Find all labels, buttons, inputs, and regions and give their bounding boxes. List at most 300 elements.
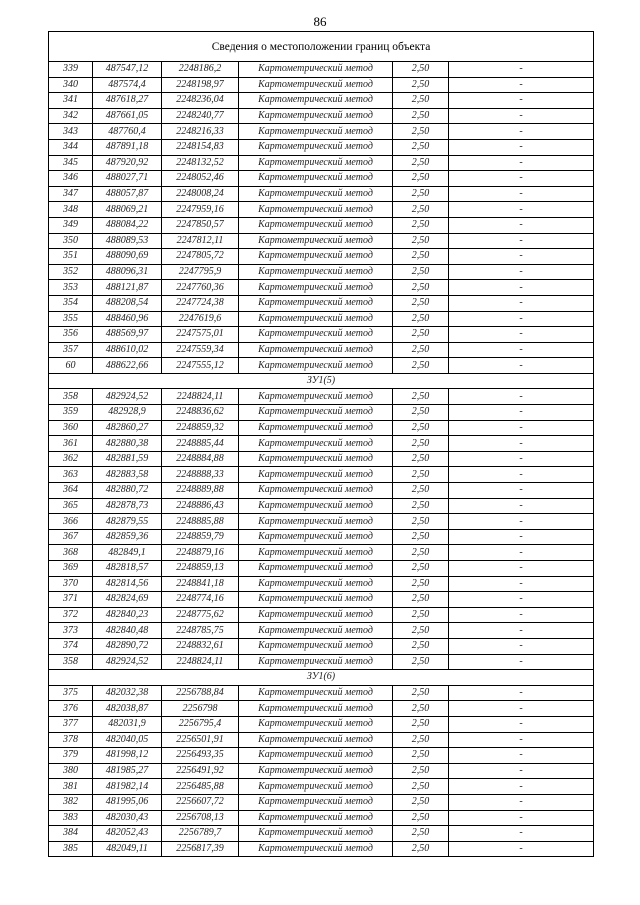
- section-label: ЗУ1(6): [49, 670, 594, 686]
- x-coordinate-cell: 482824,69: [93, 592, 162, 608]
- table-row: [49, 623, 594, 639]
- x-coordinate-cell: 488096,31: [93, 264, 162, 280]
- point-number-cell: 354: [49, 295, 93, 311]
- table-body: [49, 32, 594, 857]
- point-number-cell: 367: [49, 529, 93, 545]
- method-cell: Картометрический метод: [239, 62, 393, 78]
- accuracy-cell: 2,50: [393, 171, 449, 187]
- description-cell: -: [449, 436, 594, 452]
- point-number-cell: 381: [49, 779, 93, 795]
- description-cell: -: [449, 249, 594, 265]
- method-cell: Картометрический метод: [239, 295, 393, 311]
- table-row: [49, 389, 594, 405]
- table-row: [49, 654, 594, 670]
- point-number-cell: 380: [49, 763, 93, 779]
- method-cell: Картометрический метод: [239, 202, 393, 218]
- x-coordinate-cell: 482030,43: [93, 810, 162, 826]
- y-coordinate-cell: 2248832,61: [162, 638, 239, 654]
- y-coordinate-cell: 2256798: [162, 701, 239, 717]
- table-row: [49, 561, 594, 577]
- point-number-cell: 349: [49, 217, 93, 233]
- point-number-cell: 371: [49, 592, 93, 608]
- description-cell: -: [449, 498, 594, 514]
- y-coordinate-cell: 2248216,33: [162, 124, 239, 140]
- accuracy-cell: 2,50: [393, 685, 449, 701]
- y-coordinate-cell: 2256501,91: [162, 732, 239, 748]
- method-cell: Картометрический метод: [239, 483, 393, 499]
- method-cell: Картометрический метод: [239, 810, 393, 826]
- method-cell: Картометрический метод: [239, 576, 393, 592]
- method-cell: Картометрический метод: [239, 638, 393, 654]
- table-row: [49, 467, 594, 483]
- accuracy-cell: 2,50: [393, 62, 449, 78]
- accuracy-cell: 2,50: [393, 607, 449, 623]
- x-coordinate-cell: 482880,38: [93, 436, 162, 452]
- y-coordinate-cell: 2248186,2: [162, 62, 239, 78]
- x-coordinate-cell: 488090,69: [93, 249, 162, 265]
- table-row: [49, 841, 594, 857]
- x-coordinate-cell: 488569,97: [93, 327, 162, 343]
- description-cell: -: [449, 732, 594, 748]
- y-coordinate-cell: 2256788,84: [162, 685, 239, 701]
- accuracy-cell: 2,50: [393, 249, 449, 265]
- description-cell: -: [449, 623, 594, 639]
- table-row: [49, 436, 594, 452]
- x-coordinate-cell: 482928,9: [93, 405, 162, 421]
- section-row: [49, 373, 594, 389]
- description-cell: -: [449, 545, 594, 561]
- table-row: [49, 155, 594, 171]
- table-row: [49, 358, 594, 374]
- point-number-cell: 348: [49, 202, 93, 218]
- x-coordinate-cell: 482860,27: [93, 420, 162, 436]
- x-coordinate-cell: 487661,05: [93, 108, 162, 124]
- description-cell: -: [449, 748, 594, 764]
- section-label: ЗУ1(5): [49, 373, 594, 389]
- method-cell: Картометрический метод: [239, 139, 393, 155]
- point-number-cell: 384: [49, 826, 93, 842]
- table-row: [49, 217, 594, 233]
- accuracy-cell: 2,50: [393, 124, 449, 140]
- accuracy-cell: 2,50: [393, 451, 449, 467]
- boundary-table-container: [48, 31, 593, 857]
- method-cell: Картометрический метод: [239, 607, 393, 623]
- y-coordinate-cell: 2248824,11: [162, 654, 239, 670]
- y-coordinate-cell: 2256607,72: [162, 794, 239, 810]
- point-number-cell: 365: [49, 498, 93, 514]
- accuracy-cell: 2,50: [393, 311, 449, 327]
- point-number-cell: 375: [49, 685, 93, 701]
- accuracy-cell: 2,50: [393, 794, 449, 810]
- y-coordinate-cell: 2248888,33: [162, 467, 239, 483]
- point-number-cell: 382: [49, 794, 93, 810]
- y-coordinate-cell: 2256491,92: [162, 763, 239, 779]
- x-coordinate-cell: 488622,66: [93, 358, 162, 374]
- method-cell: Картометрический метод: [239, 358, 393, 374]
- x-coordinate-cell: 481998,12: [93, 748, 162, 764]
- x-coordinate-cell: 488089,53: [93, 233, 162, 249]
- method-cell: Картометрический метод: [239, 716, 393, 732]
- method-cell: Картометрический метод: [239, 264, 393, 280]
- method-cell: Картометрический метод: [239, 280, 393, 296]
- y-coordinate-cell: 2248052,46: [162, 171, 239, 187]
- point-number-cell: 362: [49, 451, 93, 467]
- method-cell: Картометрический метод: [239, 545, 393, 561]
- x-coordinate-cell: 481985,27: [93, 763, 162, 779]
- description-cell: -: [449, 233, 594, 249]
- table-row: [49, 171, 594, 187]
- point-number-cell: 346: [49, 171, 93, 187]
- y-coordinate-cell: 2248859,13: [162, 561, 239, 577]
- method-cell: Картометрический метод: [239, 108, 393, 124]
- accuracy-cell: 2,50: [393, 77, 449, 93]
- point-number-cell: 370: [49, 576, 93, 592]
- point-number-cell: 385: [49, 841, 93, 857]
- point-number-cell: 358: [49, 654, 93, 670]
- description-cell: -: [449, 483, 594, 499]
- description-cell: -: [449, 779, 594, 795]
- y-coordinate-cell: 2247760,36: [162, 280, 239, 296]
- x-coordinate-cell: 487920,92: [93, 155, 162, 171]
- y-coordinate-cell: 2247619,6: [162, 311, 239, 327]
- x-coordinate-cell: 482052,43: [93, 826, 162, 842]
- accuracy-cell: 2,50: [393, 498, 449, 514]
- x-coordinate-cell: 488084,22: [93, 217, 162, 233]
- table-row: [49, 108, 594, 124]
- y-coordinate-cell: 2248198,97: [162, 77, 239, 93]
- table-row: [49, 405, 594, 421]
- description-cell: -: [449, 576, 594, 592]
- point-number-cell: 368: [49, 545, 93, 561]
- table-row: [49, 186, 594, 202]
- boundary-coordinates-table: [48, 31, 594, 857]
- point-number-cell: 339: [49, 62, 93, 78]
- y-coordinate-cell: 2248884,88: [162, 451, 239, 467]
- y-coordinate-cell: 2247555,12: [162, 358, 239, 374]
- table-row: [49, 763, 594, 779]
- accuracy-cell: 2,50: [393, 716, 449, 732]
- accuracy-cell: 2,50: [393, 545, 449, 561]
- x-coordinate-cell: 482924,52: [93, 654, 162, 670]
- table-row: [49, 295, 594, 311]
- accuracy-cell: 2,50: [393, 342, 449, 358]
- point-number-cell: 359: [49, 405, 93, 421]
- y-coordinate-cell: 2247795,9: [162, 264, 239, 280]
- x-coordinate-cell: 482890,72: [93, 638, 162, 654]
- method-cell: Картометрический метод: [239, 841, 393, 857]
- description-cell: -: [449, 607, 594, 623]
- method-cell: Картометрический метод: [239, 405, 393, 421]
- point-number-cell: 369: [49, 561, 93, 577]
- description-cell: -: [449, 514, 594, 530]
- y-coordinate-cell: 2248774,16: [162, 592, 239, 608]
- accuracy-cell: 2,50: [393, 576, 449, 592]
- x-coordinate-cell: 482040,05: [93, 732, 162, 748]
- point-number-cell: 376: [49, 701, 93, 717]
- description-cell: -: [449, 171, 594, 187]
- table-row: [49, 685, 594, 701]
- point-number-cell: 352: [49, 264, 93, 280]
- x-coordinate-cell: 482840,23: [93, 607, 162, 623]
- accuracy-cell: 2,50: [393, 217, 449, 233]
- accuracy-cell: 2,50: [393, 405, 449, 421]
- method-cell: Картометрический метод: [239, 233, 393, 249]
- accuracy-cell: 2,50: [393, 233, 449, 249]
- x-coordinate-cell: 482878,73: [93, 498, 162, 514]
- accuracy-cell: 2,50: [393, 701, 449, 717]
- y-coordinate-cell: 2248885,44: [162, 436, 239, 452]
- method-cell: Картометрический метод: [239, 467, 393, 483]
- point-number-cell: 366: [49, 514, 93, 530]
- y-coordinate-cell: 2248236,04: [162, 93, 239, 109]
- x-coordinate-cell: 488208,54: [93, 295, 162, 311]
- method-cell: Картометрический метод: [239, 529, 393, 545]
- point-number-cell: 363: [49, 467, 93, 483]
- y-coordinate-cell: 2248885,88: [162, 514, 239, 530]
- description-cell: -: [449, 685, 594, 701]
- y-coordinate-cell: 2248859,32: [162, 420, 239, 436]
- x-coordinate-cell: 488121,87: [93, 280, 162, 296]
- y-coordinate-cell: 2248841,18: [162, 576, 239, 592]
- table-row: [49, 202, 594, 218]
- description-cell: -: [449, 389, 594, 405]
- method-cell: Картометрический метод: [239, 623, 393, 639]
- table-row: [49, 794, 594, 810]
- section-row: [49, 670, 594, 686]
- accuracy-cell: 2,50: [393, 826, 449, 842]
- accuracy-cell: 2,50: [393, 358, 449, 374]
- accuracy-cell: 2,50: [393, 732, 449, 748]
- y-coordinate-cell: 2247812,11: [162, 233, 239, 249]
- method-cell: Картометрический метод: [239, 732, 393, 748]
- x-coordinate-cell: 481995,06: [93, 794, 162, 810]
- accuracy-cell: 2,50: [393, 93, 449, 109]
- point-number-cell: 343: [49, 124, 93, 140]
- x-coordinate-cell: 487574,4: [93, 77, 162, 93]
- accuracy-cell: 2,50: [393, 810, 449, 826]
- y-coordinate-cell: 2248889,88: [162, 483, 239, 499]
- x-coordinate-cell: 482879,55: [93, 514, 162, 530]
- point-number-cell: 350: [49, 233, 93, 249]
- description-cell: -: [449, 202, 594, 218]
- description-cell: -: [449, 810, 594, 826]
- accuracy-cell: 2,50: [393, 529, 449, 545]
- x-coordinate-cell: 482032,38: [93, 685, 162, 701]
- accuracy-cell: 2,50: [393, 763, 449, 779]
- point-number-cell: 383: [49, 810, 93, 826]
- table-row: [49, 342, 594, 358]
- x-coordinate-cell: 482924,52: [93, 389, 162, 405]
- y-coordinate-cell: 2247850,57: [162, 217, 239, 233]
- x-coordinate-cell: 488610,02: [93, 342, 162, 358]
- accuracy-cell: 2,50: [393, 592, 449, 608]
- y-coordinate-cell: 2248240,77: [162, 108, 239, 124]
- description-cell: -: [449, 93, 594, 109]
- accuracy-cell: 2,50: [393, 202, 449, 218]
- description-cell: -: [449, 592, 594, 608]
- description-cell: -: [449, 561, 594, 577]
- description-cell: -: [449, 342, 594, 358]
- method-cell: Картометрический метод: [239, 93, 393, 109]
- method-cell: Картометрический метод: [239, 763, 393, 779]
- x-coordinate-cell: 482859,36: [93, 529, 162, 545]
- description-cell: -: [449, 654, 594, 670]
- y-coordinate-cell: 2256485,88: [162, 779, 239, 795]
- y-coordinate-cell: 2248132,52: [162, 155, 239, 171]
- method-cell: Картометрический метод: [239, 311, 393, 327]
- point-number-cell: 60: [49, 358, 93, 374]
- x-coordinate-cell: 487618,27: [93, 93, 162, 109]
- table-row: [49, 607, 594, 623]
- x-coordinate-cell: 487547,12: [93, 62, 162, 78]
- table-row: [49, 810, 594, 826]
- point-number-cell: 373: [49, 623, 93, 639]
- table-row: [49, 498, 594, 514]
- point-number-cell: 344: [49, 139, 93, 155]
- x-coordinate-cell: 482049,11: [93, 841, 162, 857]
- description-cell: -: [449, 716, 594, 732]
- table-row: [49, 716, 594, 732]
- description-cell: -: [449, 139, 594, 155]
- accuracy-cell: 2,50: [393, 327, 449, 343]
- y-coordinate-cell: 2248879,16: [162, 545, 239, 561]
- description-cell: -: [449, 217, 594, 233]
- y-coordinate-cell: 2248836,62: [162, 405, 239, 421]
- y-coordinate-cell: 2256817,39: [162, 841, 239, 857]
- x-coordinate-cell: 487891,18: [93, 139, 162, 155]
- y-coordinate-cell: 2248859,79: [162, 529, 239, 545]
- accuracy-cell: 2,50: [393, 295, 449, 311]
- description-cell: -: [449, 280, 594, 296]
- method-cell: Картометрический метод: [239, 701, 393, 717]
- table-row: [49, 451, 594, 467]
- description-cell: -: [449, 467, 594, 483]
- table-row: [49, 249, 594, 265]
- point-number-cell: 353: [49, 280, 93, 296]
- method-cell: Картометрический метод: [239, 794, 393, 810]
- accuracy-cell: 2,50: [393, 638, 449, 654]
- y-coordinate-cell: 2247805,72: [162, 249, 239, 265]
- x-coordinate-cell: 482883,58: [93, 467, 162, 483]
- point-number-cell: 347: [49, 186, 93, 202]
- description-cell: -: [449, 529, 594, 545]
- point-number-cell: 351: [49, 249, 93, 265]
- x-coordinate-cell: 481982,14: [93, 779, 162, 795]
- description-cell: -: [449, 826, 594, 842]
- point-number-cell: 345: [49, 155, 93, 171]
- y-coordinate-cell: 2256789,7: [162, 826, 239, 842]
- description-cell: -: [449, 62, 594, 78]
- point-number-cell: 360: [49, 420, 93, 436]
- table-row: [49, 529, 594, 545]
- x-coordinate-cell: 482880,72: [93, 483, 162, 499]
- description-cell: -: [449, 841, 594, 857]
- point-number-cell: 357: [49, 342, 93, 358]
- method-cell: Картометрический метод: [239, 327, 393, 343]
- x-coordinate-cell: 482849,1: [93, 545, 162, 561]
- y-coordinate-cell: 2248824,11: [162, 389, 239, 405]
- method-cell: Картометрический метод: [239, 171, 393, 187]
- description-cell: -: [449, 295, 594, 311]
- table-row: [49, 826, 594, 842]
- method-cell: Картометрический метод: [239, 389, 393, 405]
- table-row: [49, 701, 594, 717]
- point-number-cell: 358: [49, 389, 93, 405]
- x-coordinate-cell: 482881,59: [93, 451, 162, 467]
- point-number-cell: 364: [49, 483, 93, 499]
- y-coordinate-cell: 2256708,13: [162, 810, 239, 826]
- table-row: [49, 638, 594, 654]
- point-number-cell: 355: [49, 311, 93, 327]
- table-row: [49, 62, 594, 78]
- table-row: [49, 779, 594, 795]
- accuracy-cell: 2,50: [393, 467, 449, 483]
- description-cell: -: [449, 358, 594, 374]
- accuracy-cell: 2,50: [393, 264, 449, 280]
- accuracy-cell: 2,50: [393, 280, 449, 296]
- table-row: [49, 311, 594, 327]
- x-coordinate-cell: 482840,48: [93, 623, 162, 639]
- table-row: [49, 124, 594, 140]
- accuracy-cell: 2,50: [393, 155, 449, 171]
- x-coordinate-cell: 482031,9: [93, 716, 162, 732]
- accuracy-cell: 2,50: [393, 389, 449, 405]
- table-row: [49, 233, 594, 249]
- method-cell: Картометрический метод: [239, 685, 393, 701]
- method-cell: Картометрический метод: [239, 124, 393, 140]
- accuracy-cell: 2,50: [393, 420, 449, 436]
- page-number: 86: [313, 14, 327, 29]
- x-coordinate-cell: 488460,96: [93, 311, 162, 327]
- y-coordinate-cell: 2256493,35: [162, 748, 239, 764]
- x-coordinate-cell: 482038,87: [93, 701, 162, 717]
- point-number-cell: 340: [49, 77, 93, 93]
- description-cell: -: [449, 327, 594, 343]
- description-cell: -: [449, 420, 594, 436]
- table-row: [49, 514, 594, 530]
- description-cell: -: [449, 405, 594, 421]
- method-cell: Картометрический метод: [239, 155, 393, 171]
- x-coordinate-cell: 482818,57: [93, 561, 162, 577]
- y-coordinate-cell: 2247575,01: [162, 327, 239, 343]
- method-cell: Картометрический метод: [239, 186, 393, 202]
- method-cell: Картометрический метод: [239, 498, 393, 514]
- table-row: [49, 483, 594, 499]
- table-header-row: [49, 32, 594, 62]
- accuracy-cell: 2,50: [393, 483, 449, 499]
- description-cell: -: [449, 264, 594, 280]
- description-cell: -: [449, 155, 594, 171]
- point-number-cell: 378: [49, 732, 93, 748]
- description-cell: -: [449, 638, 594, 654]
- y-coordinate-cell: 2248886,43: [162, 498, 239, 514]
- method-cell: Картометрический метод: [239, 420, 393, 436]
- point-number-cell: 372: [49, 607, 93, 623]
- method-cell: Картометрический метод: [239, 451, 393, 467]
- point-number-cell: 341: [49, 93, 93, 109]
- description-cell: -: [449, 794, 594, 810]
- method-cell: Картометрический метод: [239, 342, 393, 358]
- table-row: [49, 264, 594, 280]
- y-coordinate-cell: 2248154,83: [162, 139, 239, 155]
- method-cell: Картометрический метод: [239, 779, 393, 795]
- x-coordinate-cell: 487760,4: [93, 124, 162, 140]
- method-cell: Картометрический метод: [239, 561, 393, 577]
- point-number-cell: 356: [49, 327, 93, 343]
- method-cell: Картометрический метод: [239, 217, 393, 233]
- method-cell: Картометрический метод: [239, 436, 393, 452]
- description-cell: -: [449, 311, 594, 327]
